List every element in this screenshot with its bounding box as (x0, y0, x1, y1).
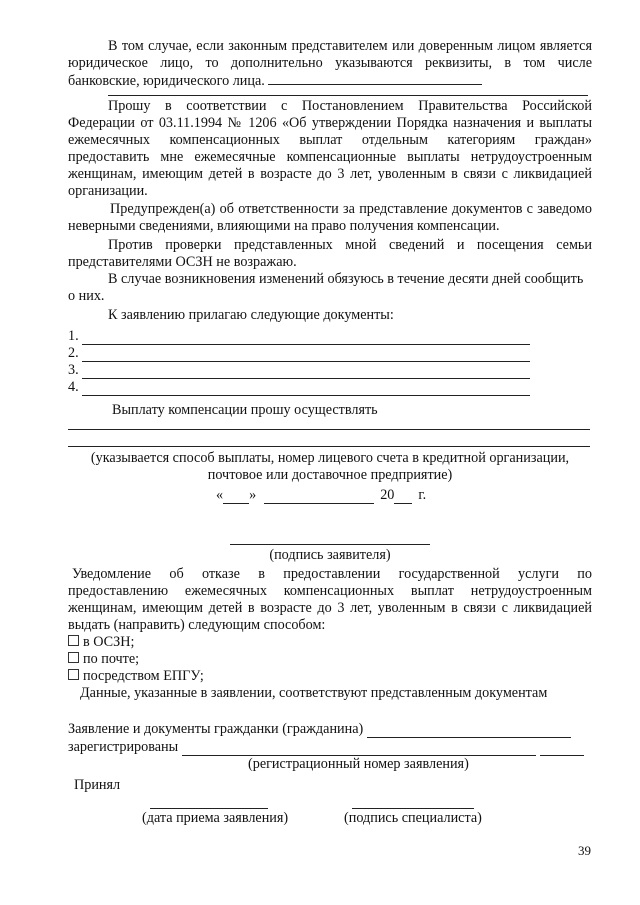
legal-entity-line[interactable] (108, 95, 588, 96)
request-paragraph: Прошу в соответствии с Постановлением Правительства Российской Федерации от 03.11.1994 № 1206 «Об утверждении Порядка назначения и выплаты ежемесячных компенсационных выплат отдельным категориям граждан» предоставить мне ежемесячные компенсационные выплаты нетрудоустроенным женщинам, имеющим детей в возрасте до 3 лет, уволенным в связи с ликвидацией организации. (68, 98, 592, 199)
document-field-3[interactable] (82, 366, 530, 379)
checkbox-icon[interactable] (68, 669, 79, 680)
registration-row-1: Заявление и документы гражданки (гражданина) (68, 720, 592, 738)
consent-paragraph: Против проверки представленных мной сведений и посещения семьи представителями ОСЗН не возражаю. (68, 237, 592, 270)
accepted-label: Принял (74, 777, 121, 793)
registration-number-field-2[interactable] (540, 743, 584, 756)
acceptance-date-hint: (дата приема заявления) (142, 810, 289, 826)
option-ozsn[interactable]: в ОСЗН; (68, 634, 592, 651)
payment-label: Выплату компенсации прошу осуществлять (112, 402, 378, 418)
citizen-name-field[interactable] (367, 725, 571, 738)
registration-number-field[interactable] (182, 743, 536, 756)
document-item: 3. (68, 362, 592, 379)
legal-entity-paragraph: В том случае, если законным представителем или доверенным лицом является юридическое лицо, то дополнительно указываются реквизиты, в том числе банковские, юридического лица. (68, 38, 592, 89)
applicant-signature-line[interactable] (230, 544, 430, 545)
specialist-signature-line[interactable] (352, 808, 474, 809)
payment-hint-2: почтовое или доставочное предприятие) (207, 467, 453, 483)
registration-row-2: зарегистрированы (68, 738, 592, 756)
payment-hint-1: (указывается способ выплаты, номер лицевого счета в кредитной организации, (90, 450, 570, 466)
confirmation-text: Данные, указанные в заявлении, соответствуют представленным документам (80, 685, 548, 701)
registration-hint: (регистрационный номер заявления) (248, 756, 469, 772)
signature-hint: (подпись заявителя) (269, 547, 391, 563)
date-year-field[interactable] (394, 491, 412, 504)
option-post[interactable]: по почте; (68, 651, 592, 668)
payment-method-line-2[interactable] (68, 446, 590, 447)
document-item: 1. (68, 328, 592, 345)
notice-paragraph: Уведомление об отказе в предоставлении государственной услуги по предоставлению ежемесячных компенсационных выплат нетрудоустроенным женщинам, имеющим детей в возрасте до 3 лет, уволенным в связи с ликвидацией выдать (направить) следующим способом: (68, 566, 592, 633)
document-item: 4. (68, 379, 592, 396)
specialist-signature-hint: (подпись специалиста) (344, 810, 482, 826)
document-field-4[interactable] (82, 383, 530, 396)
documents-list (68, 328, 592, 396)
legal-entity-field-2[interactable] (292, 72, 482, 85)
acceptance-date-line[interactable] (150, 808, 268, 809)
date-field: « » 20 г. (216, 487, 427, 503)
date-month-field[interactable] (264, 491, 374, 504)
payment-method-line-1[interactable] (68, 429, 590, 430)
checkbox-icon[interactable] (68, 635, 79, 646)
changes-paragraph: В случае возникновения изменений обязуюсь в течение десяти дней сообщить о них. (68, 271, 584, 304)
option-epgu[interactable]: посредством ЕПГУ; (68, 668, 592, 685)
warning-paragraph: Предупрежден(а) об ответственности за представление документов с заведомо неверными сведениями, влияющими на право получения компенсации. (68, 201, 592, 234)
date-day-field[interactable] (223, 491, 249, 504)
page-number: 39 (578, 843, 591, 858)
acceptance-block (68, 798, 592, 838)
document-item: 2. (68, 345, 592, 362)
legal-entity-field[interactable] (268, 72, 292, 85)
checkbox-icon[interactable] (68, 652, 79, 663)
attachments-heading: К заявлению прилагаю следующие документы: (108, 307, 394, 323)
application-form (68, 38, 592, 838)
document-field-1[interactable] (82, 332, 530, 345)
document-field-2[interactable] (82, 349, 530, 362)
